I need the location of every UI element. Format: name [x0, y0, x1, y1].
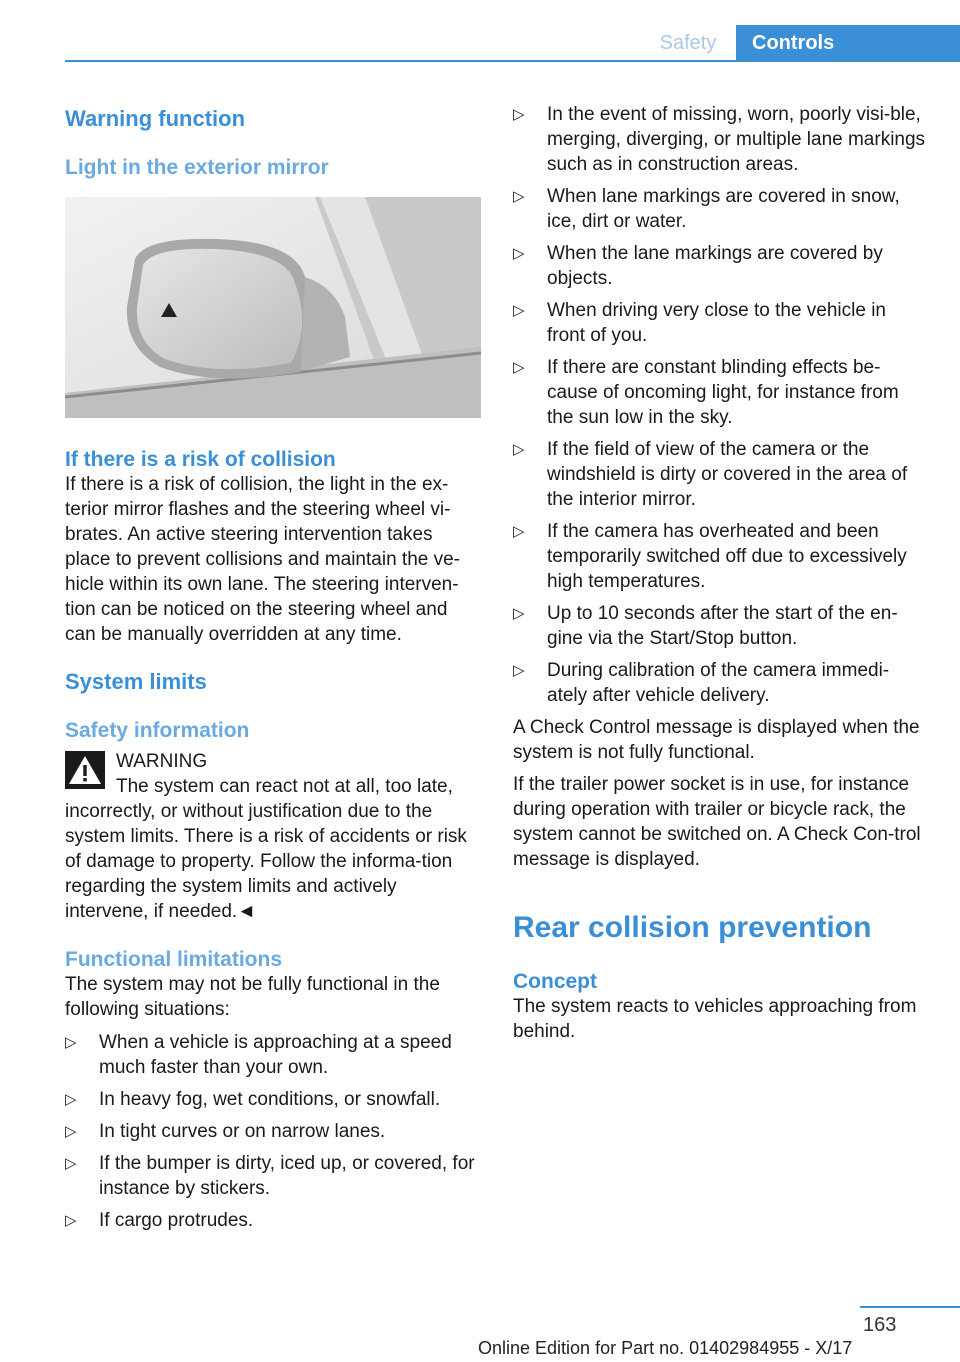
list-item: ▷ Up to 10 seconds after the start of the en-gine via the Start/Stop button.: [513, 603, 898, 649]
bullet-triangle-icon: ▷: [513, 605, 525, 622]
right-column: [513, 102, 929, 1044]
right-bullet-list: [513, 102, 929, 708]
bullet-triangle-icon: ▷: [513, 188, 525, 205]
footer-rule: [860, 1306, 960, 1308]
list-item: ▷ During calibration of the camera immedi-ately after vehicle delivery.: [513, 660, 890, 706]
bullet-triangle-icon: ▷: [513, 245, 525, 262]
list-item: ▷ In tight curves or on narrow lanes.: [65, 1121, 386, 1142]
paragraph-concept: The system reacts to vehicles approaching from behind.: [513, 996, 917, 1042]
list-item: ▷ When a vehicle is approaching at a speed much faster than your own.: [65, 1032, 452, 1078]
bullet-triangle-icon: ▷: [513, 106, 525, 123]
list-item: ▷ If cargo protrudes.: [65, 1210, 254, 1231]
list-item: ▷ When lane markings are covered in snow, ice, dirt or water.: [513, 186, 900, 232]
heading-concept: Concept: [513, 970, 597, 993]
paragraph-check-control: A Check Control message is displayed when the system is not fully functional.: [513, 717, 920, 763]
warning-icon: [65, 751, 105, 789]
left-column: [65, 100, 481, 1233]
page-number: 163: [863, 1314, 897, 1336]
warning-block: [65, 749, 481, 924]
heading-safety-information: Safety information: [65, 719, 250, 742]
list-item: ▷ In heavy fog, wet conditions, or snowfall.: [65, 1089, 441, 1110]
exterior-mirror-image: [65, 197, 481, 418]
bullet-triangle-icon: ▷: [65, 1091, 77, 1108]
list-item: ▷ If the camera has overheated and been temporarily switched off due to excessively high temperatures.: [513, 521, 907, 592]
bullet-triangle-icon: ▷: [513, 359, 525, 376]
bullet-triangle-icon: ▷: [65, 1034, 77, 1051]
warning-text: The system can react not at all, too late, incorrectly, or without justification due to the system limits. There is a risk of accidents or risk of damage to property. Follow the informa-tion regarding the system limits and actively intervene, if needed.◄: [65, 776, 467, 922]
paragraph-functional-limitations: The system may not be fully functional in the following situations:: [65, 974, 440, 1020]
bullet-triangle-icon: ▷: [513, 662, 525, 679]
heading-warning-function: Warning function: [65, 106, 246, 131]
header-rule: [65, 60, 960, 62]
left-bullet-list: [65, 1030, 481, 1233]
bullet-triangle-icon: ▷: [513, 441, 525, 458]
heading-functional-limitations: Functional limitations: [65, 948, 283, 971]
paragraph-trailer-socket: If the trailer power socket is in use, for instance during operation with trailer or bicycle rack, the system cannot be switched on. A Check Con-trol message is displayed.: [513, 774, 921, 870]
heading-rear-collision-prevention: Rear collision prevention: [513, 911, 872, 944]
bullet-triangle-icon: ▷: [513, 523, 525, 540]
bullet-triangle-icon: ▷: [513, 302, 525, 319]
list-item: ▷ If there are constant blinding effects be-cause of oncoming light, for instance from the sun low in the sky.: [513, 357, 899, 428]
list-item: ▷ In the event of missing, worn, poorly visi-ble, merging, diverging, or multiple lane markings such as in construction areas.: [513, 104, 926, 175]
bullet-triangle-icon: ▷: [65, 1155, 77, 1172]
list-item: ▷ If the bumper is dirty, iced up, or covered, for instance by stickers.: [65, 1153, 475, 1199]
bullet-triangle-icon: ▷: [65, 1123, 77, 1140]
list-item: ▷ When driving very close to the vehicle in front of you.: [513, 300, 886, 346]
heading-light-mirror: Light in the exterior mirror: [65, 156, 329, 179]
bullet-triangle-icon: ▷: [65, 1212, 77, 1229]
tab-controls[interactable]: Controls: [736, 25, 960, 62]
paragraph-risk-collision: If there is a risk of collision, the light in the ex-terior mirror flashes and the steering wheel vi-brates. An active steering intervention takes place to prevent collisions and maintain the ve-hicle within its own lane. The steering interven-tion can be noticed on the steering wheel and can be manually overridden at any time.: [65, 474, 461, 645]
heading-risk-collision: If there is a risk of collision: [65, 448, 336, 471]
warning-title: WARNING: [116, 751, 208, 772]
list-item: ▷ If the field of view of the camera or the windshield is dirty or covered in the area of the interior mirror.: [513, 439, 908, 510]
tab-safety[interactable]: Safety: [640, 25, 736, 61]
list-item: ▷ When the lane markings are covered by objects.: [513, 243, 883, 289]
heading-system-limits: System limits: [65, 669, 207, 694]
edition-footer: Online Edition for Part no. 01402984955 - X/17: [478, 1338, 853, 1358]
